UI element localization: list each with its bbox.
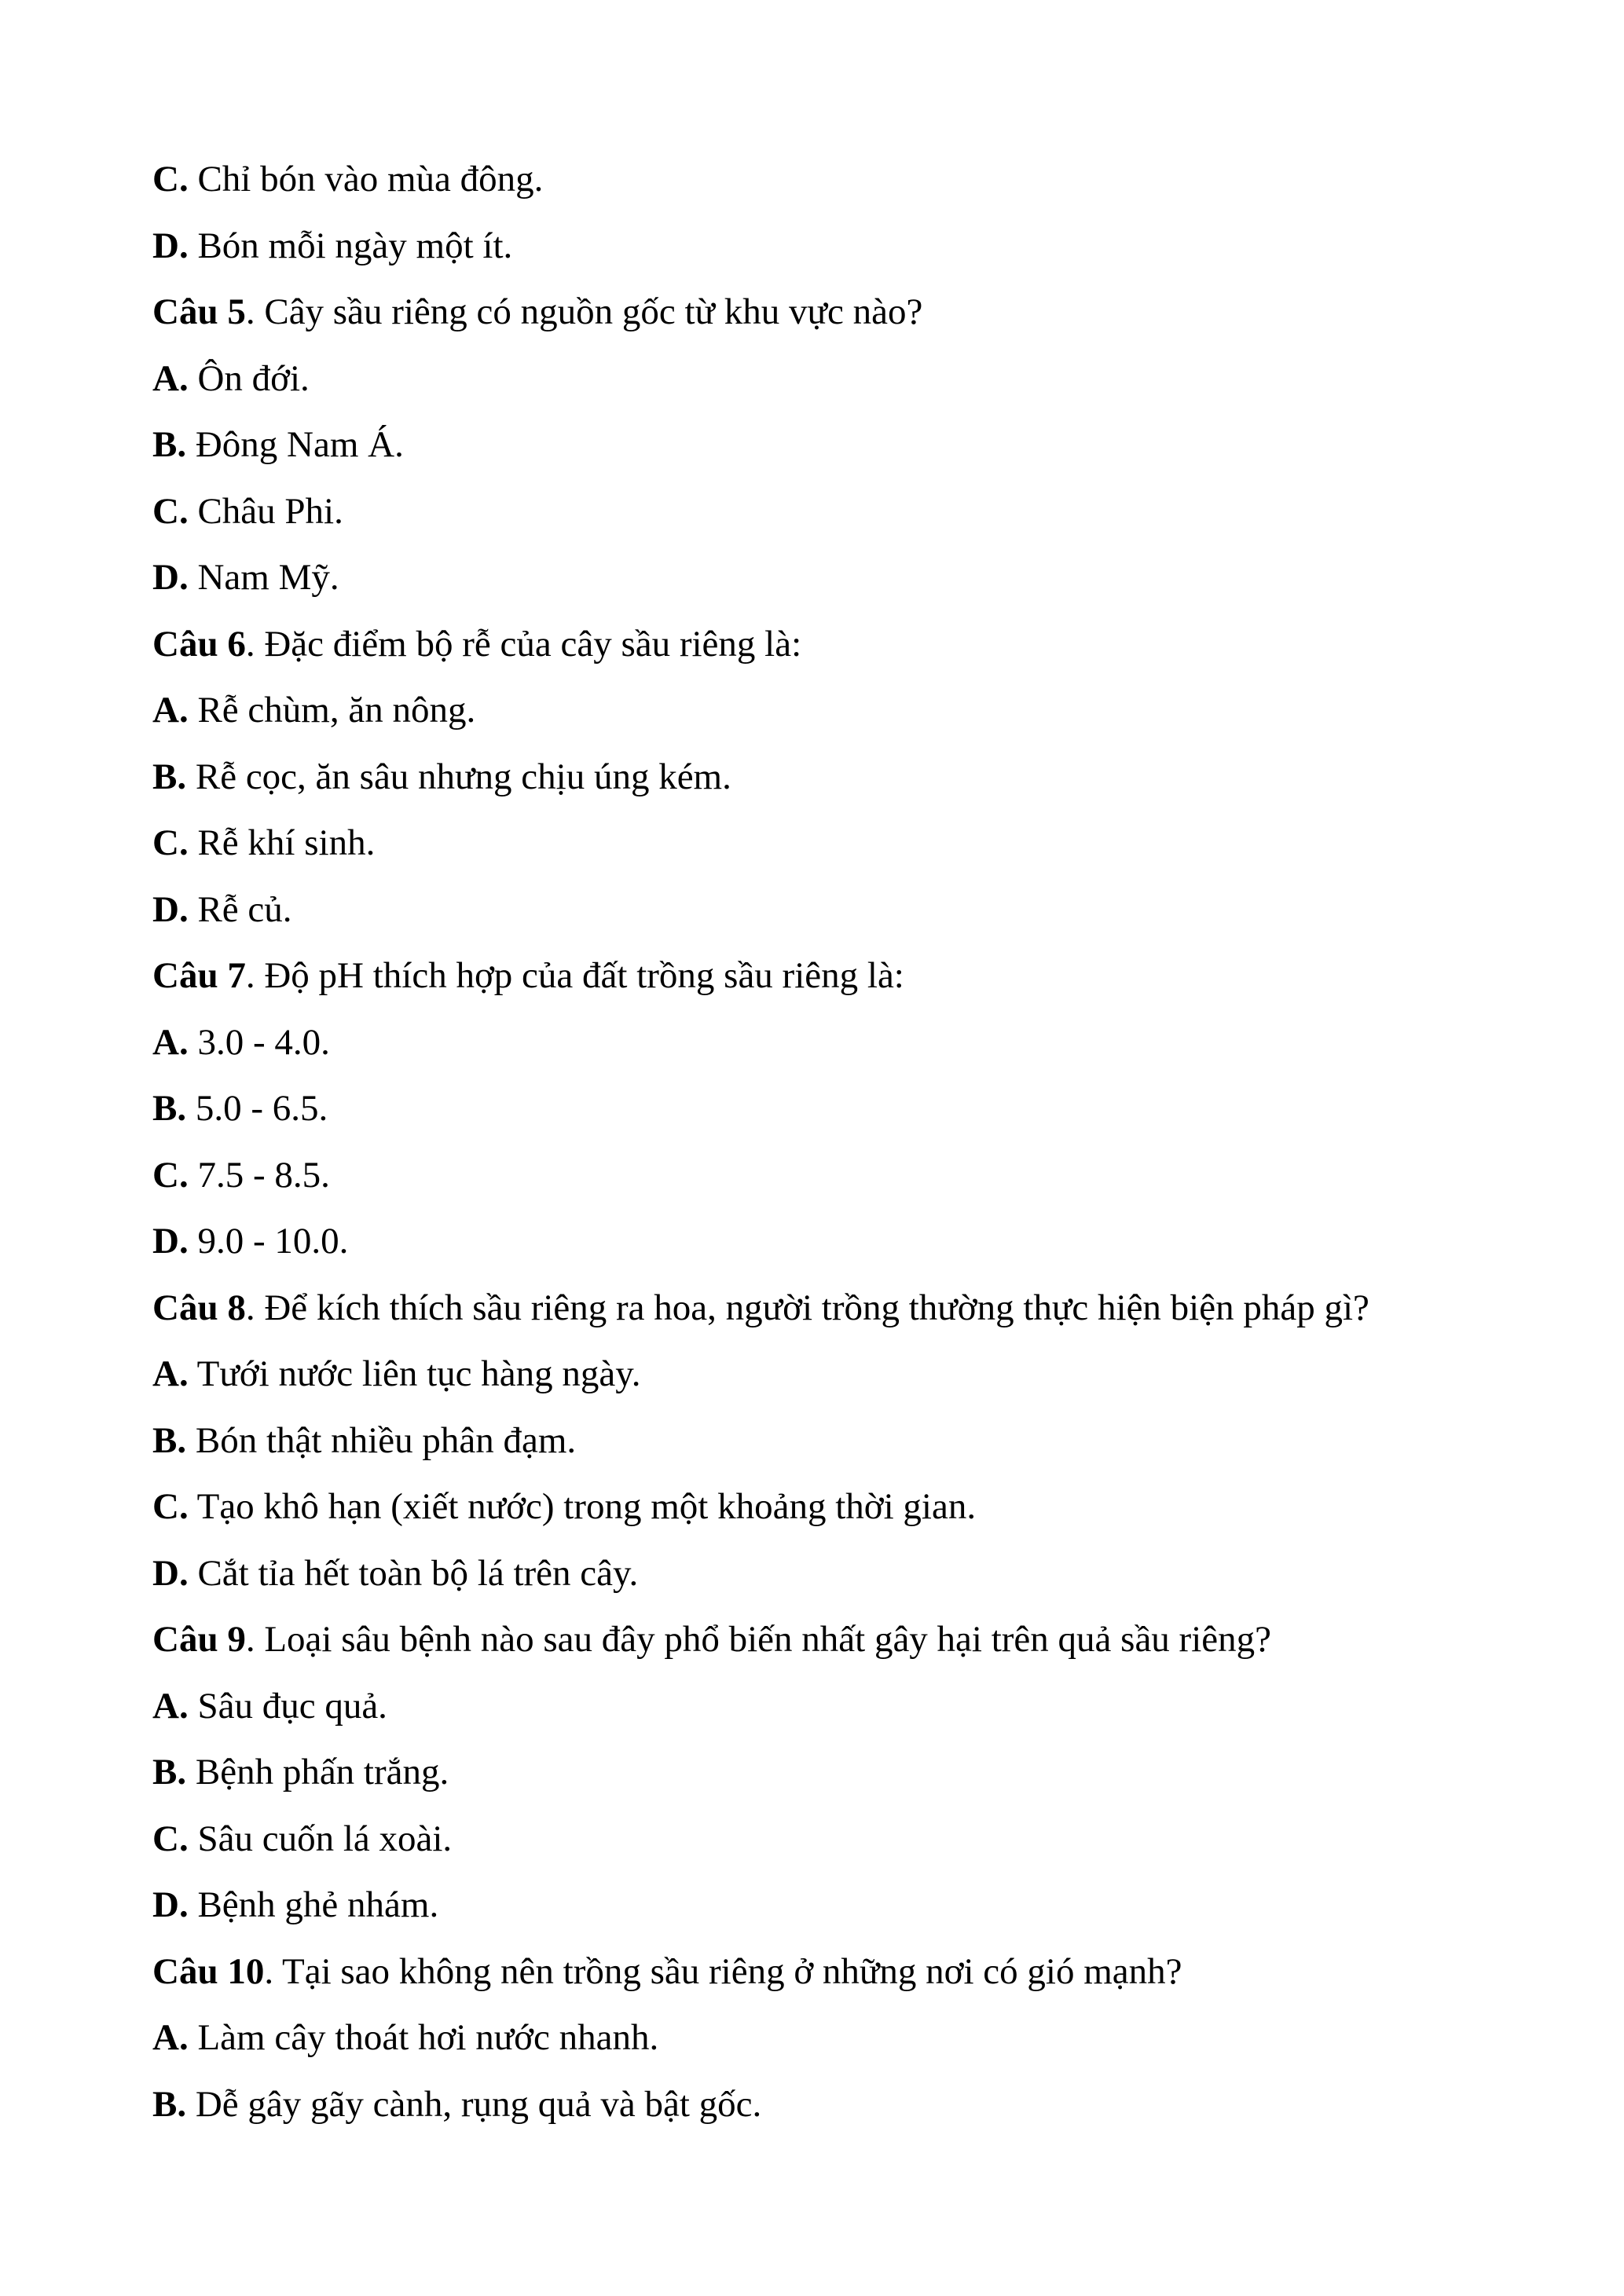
option-letter: C. (152, 1818, 189, 1859)
option-letter: A. (152, 1685, 189, 1727)
option-letter: B. (152, 756, 187, 797)
answer-option (152, 544, 1369, 611)
option-letter: D. (152, 557, 189, 598)
option-letter: D. (152, 225, 189, 266)
question-line (152, 1606, 1369, 1673)
option-text: Tưới nước liên tục hàng ngày. (188, 1353, 641, 1394)
option-text: Rễ cọc, ăn sâu nhưng chịu úng kém. (186, 756, 731, 797)
option-letter: A. (152, 1353, 189, 1394)
option-text: Rễ củ. (188, 888, 292, 930)
answer-option (152, 2005, 1369, 2071)
option-text: Tạo khô hạn (xiết nước) trong một khoảng thời gian. (188, 1486, 977, 1527)
option-text: Đông Nam Á. (186, 424, 404, 465)
answer-option (152, 346, 1369, 412)
answer-option (152, 810, 1369, 877)
option-letter: A. (152, 2017, 189, 2058)
answer-option (152, 1142, 1369, 1209)
answer-option (152, 1341, 1369, 1408)
option-text: Bón mỗi ngày một ít. (188, 225, 513, 266)
question-line (152, 279, 1369, 346)
answer-option (152, 1474, 1369, 1540)
option-text: 9.0 - 10.0. (188, 1221, 349, 1262)
question-line (152, 943, 1369, 1009)
option-text: Cắt tỉa hết toàn bộ lá trên cây. (188, 1552, 639, 1594)
option-text: Chỉ bón vào mùa đông. (188, 159, 544, 200)
option-text: Bệnh phấn trắng. (186, 1752, 449, 1792)
question-number: Câu 8 (152, 1287, 246, 1328)
option-text: Châu Phi. (188, 490, 343, 532)
option-text: Làm cây thoát hơi nước nhanh. (188, 2017, 659, 2058)
document-body (152, 146, 1369, 2137)
answer-option (152, 2071, 1369, 2138)
option-letter: A. (152, 1021, 189, 1063)
option-letter: D. (152, 1221, 189, 1262)
option-letter: C. (152, 159, 189, 200)
option-text: 7.5 - 8.5. (188, 1154, 330, 1196)
answer-option (152, 1208, 1369, 1275)
option-text: Rễ chùm, ăn nông. (188, 690, 476, 731)
option-text: Nam Mỹ. (188, 557, 339, 598)
question-number: Câu 7 (152, 955, 246, 996)
option-letter: B. (152, 1419, 187, 1461)
answer-option (152, 412, 1369, 478)
question-line (152, 1275, 1369, 1342)
answer-option (152, 146, 1369, 213)
answer-option (152, 213, 1369, 280)
question-text: . Loại sâu bệnh nào sau đây phổ biến nhất gây hại trên quả sầu riêng? (245, 1619, 1271, 1660)
option-text: Sâu đục quả. (188, 1685, 387, 1727)
option-letter: C. (152, 490, 189, 532)
answer-option (152, 877, 1369, 943)
option-letter: B. (152, 1088, 187, 1129)
question-line (152, 611, 1369, 678)
question-number: Câu 5 (152, 291, 246, 332)
option-text: Ôn đới. (188, 357, 310, 399)
option-letter: B. (152, 1752, 187, 1792)
option-text: Bón thật nhiều phân đạm. (186, 1419, 577, 1461)
question-text: . Cây sầu riêng có nguồn gốc từ khu vực nào? (245, 291, 923, 332)
answer-option (152, 1806, 1369, 1873)
question-text: . Tại sao không nên trồng sầu riêng ở những nơi có gió mạnh? (264, 1950, 1182, 1992)
answer-option (152, 478, 1369, 545)
option-letter: B. (152, 2083, 187, 2125)
answer-option (152, 1673, 1369, 1740)
answer-option (152, 1408, 1369, 1474)
question-text: . Để kích thích sầu riêng ra hoa, người trồng thường thực hiện biện pháp gì? (245, 1287, 1369, 1328)
question-number: Câu 10 (152, 1950, 265, 1992)
option-text: Rễ khí sinh. (188, 822, 376, 863)
option-letter: C. (152, 1486, 189, 1527)
answer-option (152, 1739, 1369, 1806)
question-line (152, 1939, 1369, 2005)
answer-option (152, 1009, 1369, 1076)
option-letter: A. (152, 357, 189, 399)
answer-option (152, 677, 1369, 744)
option-letter: D. (152, 1552, 189, 1594)
question-text: . Độ pH thích hợp của đất trồng sầu riêng là: (245, 955, 904, 996)
option-letter: B. (152, 424, 187, 465)
question-text: . Đặc điểm bộ rễ của cây sầu riêng là: (245, 623, 802, 665)
option-letter: D. (152, 1884, 189, 1925)
option-letter: C. (152, 1154, 189, 1196)
answer-option (152, 744, 1369, 811)
option-text: 3.0 - 4.0. (188, 1021, 330, 1063)
option-text: Sâu cuốn lá xoài. (188, 1818, 453, 1859)
option-text: 5.0 - 6.5. (186, 1088, 328, 1129)
answer-option (152, 1872, 1369, 1939)
answer-option (152, 1075, 1369, 1142)
option-letter: A. (152, 690, 189, 731)
option-letter: D. (152, 888, 189, 930)
option-text: Bệnh ghẻ nhám. (188, 1884, 439, 1925)
option-letter: C. (152, 822, 189, 863)
question-number: Câu 9 (152, 1619, 246, 1660)
answer-option (152, 1540, 1369, 1607)
question-number: Câu 6 (152, 623, 246, 665)
option-text: Dễ gây gãy cành, rụng quả và bật gốc. (186, 2083, 762, 2125)
